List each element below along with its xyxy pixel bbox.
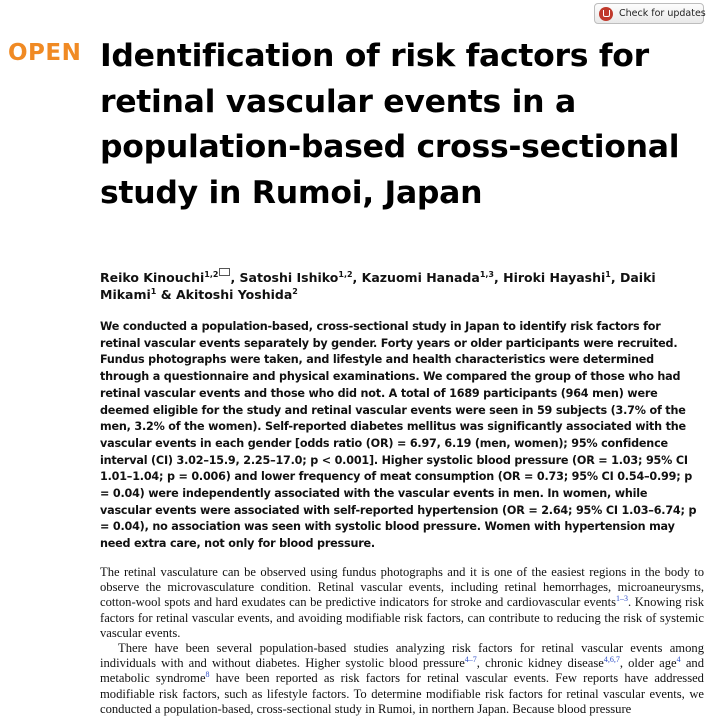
abstract: We conducted a population-based, cross-sectional study in Japan to identify risk factors for retinal vascular events separately by gender. Forty years or older participants were recruited. Fundus photographs were taken, and lifestyle and health characteristics were determined through a questionnaire and physical examinations. We compared the group of those who had retinal vascular events and those who did not. A total of 1689 participants (964 men) were deemed eligible for the study and retinal vascular events were seen in 59 subjects (3.7% of the men, 3.2% of the women). Self-reported diabetes mellitus was significantly associated with the vascular events in each gender [odds ratio (OR) = 6.97, 6.19 (men, women); 95% confidence interval (CI) 3.02–15.9, 2.25–17.0; p < 0.001]. Higher systolic blood pressure (OR = 1.03; 95% CI 1.01–1.04; p = 0.006) and lower frequency of meat consumption (OR = 0.73; 95% CI 0.54–0.99; p = 0.04) were independently associated with the vascular events in men. In women, while vascular events were associated with self-reported hypertension (OR = 2.64; 95% CI 1.03–6.74; p = 0.04), no association was seen with systolic blood pressure. Women with hypertension may need extra care, not only for blood pressure. bbox=[100, 320, 697, 551]
affiliation-ref: 1 bbox=[605, 270, 611, 279]
author-separator: , bbox=[230, 270, 240, 286]
body-text-segment: , chronic kidney disease bbox=[476, 656, 604, 671]
article-title: Identification of risk factors for retinal vascular events in a population-based cross-sectional study in Rumoi, Japan bbox=[100, 38, 680, 211]
check-for-updates-label: Check for updates bbox=[619, 8, 706, 19]
affiliation-ref: 1,3 bbox=[479, 270, 494, 279]
body-text-segment: . Knowing risk factors for retinal vascular events, and avoiding modifiable risk factors, can contribute to reducing the risk of systemic vascular events. bbox=[100, 595, 704, 640]
author-name[interactable]: Akitoshi Yoshida bbox=[175, 287, 293, 303]
author-name[interactable]: Satoshi Ishiko bbox=[239, 270, 339, 286]
open-access-badge: OPEN bbox=[8, 40, 82, 66]
body-text-segment: and metabolic syndrome bbox=[100, 656, 704, 686]
author-list bbox=[100, 269, 700, 303]
body-text-segment: have been reported as risk factors for retinal vascular events. Few reports have addressed modifiable risk factors, such as lifestyle factors. To determine modifiable risk factors for retinal vascular events, we conducted a population-based, cross-sectional study in Rumoi, in northern Japan. Because blood pressure bbox=[100, 671, 704, 716]
author-separator: , bbox=[352, 270, 362, 286]
body-text-segment: There have been several population-based studies analyzing risk factors for retinal vascular events among individuals with and without diabetes. Higher systolic blood pressure bbox=[100, 641, 704, 671]
affiliation-ref: 2 bbox=[292, 287, 298, 296]
author-name[interactable]: Kazuomi Hanada bbox=[361, 270, 480, 286]
citation-ref[interactable]: 4–7 bbox=[464, 655, 477, 665]
body-paragraph bbox=[100, 565, 704, 641]
citation-ref[interactable]: 1–3 bbox=[616, 594, 628, 604]
citation-ref[interactable]: 8 bbox=[205, 670, 210, 680]
affiliation-ref: 1 bbox=[150, 287, 157, 296]
author-name[interactable]: Hiroki Hayashi bbox=[503, 270, 606, 286]
affiliation-ref: 1,2 bbox=[204, 270, 219, 279]
author-separator: , bbox=[610, 270, 620, 286]
author-name[interactable]: Reiko Kinouchi bbox=[100, 270, 205, 286]
author-name[interactable]: Daiki Mikami bbox=[100, 270, 656, 303]
body-paragraph bbox=[100, 641, 704, 717]
envelope-icon[interactable] bbox=[219, 268, 230, 276]
author-separator: , bbox=[494, 270, 504, 286]
body-text-segment: , older age bbox=[619, 656, 677, 671]
crossmark-icon bbox=[599, 7, 613, 21]
citation-ref[interactable]: 4,6,7 bbox=[603, 655, 620, 665]
check-for-updates-button[interactable] bbox=[594, 3, 704, 24]
body-text bbox=[100, 565, 704, 717]
affiliation-ref: 1,2 bbox=[338, 270, 353, 279]
citation-ref[interactable]: 4 bbox=[676, 655, 681, 665]
body-text-segment: The retinal vasculature can be observed using fundus photographs and it is one of the easiest regions in the body to observe the microvasculature condition. Retinal vascular events, including retinal hemorrhages, microaneurysms, cotton-wool spots and hard exudates can be predictive indicators for stroke and cardiovascular events bbox=[100, 565, 704, 610]
author-separator: & bbox=[156, 287, 176, 303]
